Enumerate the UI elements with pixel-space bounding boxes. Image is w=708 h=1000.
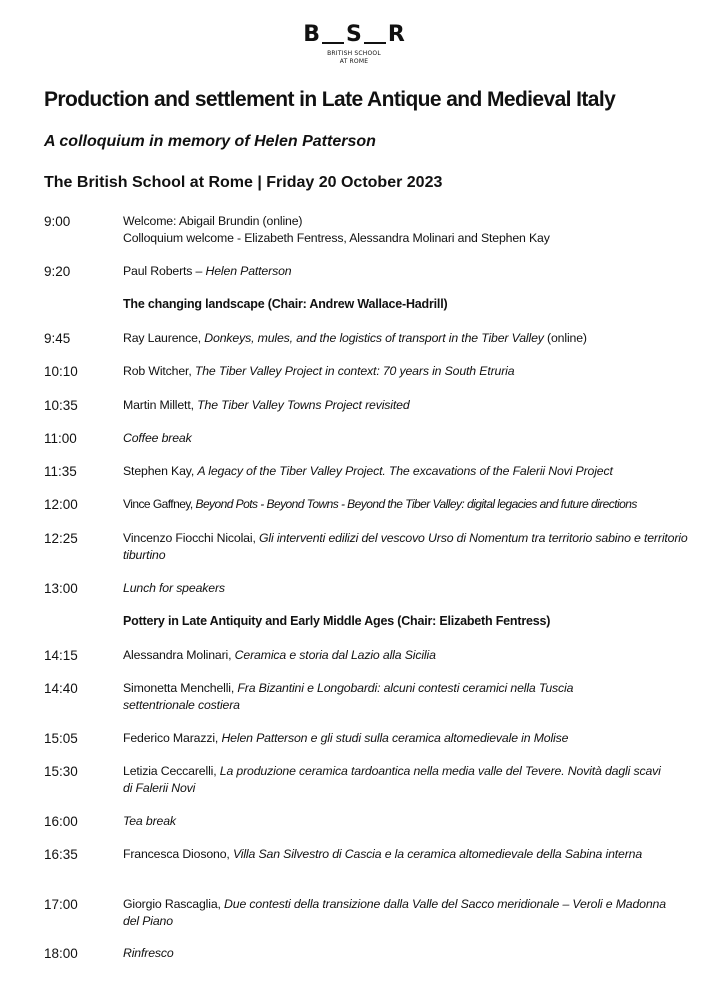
welcome-line: Welcome: Abigail Brundin (online): [123, 214, 303, 228]
talk-title: La produzione ceramica tardoantica nella media valle del Tevere. Novità dagli scavi di Falerii Novi: [123, 764, 661, 795]
item-content: [123, 580, 693, 597]
speaker-name: Rob Witcher,: [123, 364, 195, 378]
page-subtitle: A colloquium in memory of Helen Patterson: [44, 133, 376, 150]
logo-mark: [303, 24, 405, 46]
item-content: [123, 213, 693, 247]
logo-bar: [364, 42, 386, 44]
speaker-name: Stephen Kay,: [123, 464, 198, 478]
item-time: 13:00: [44, 581, 78, 596]
item-content: [123, 397, 693, 414]
item-time: 9:45: [44, 331, 71, 346]
talk-title: Villa San Silvestro di Cascia e la ceramica altomedievale della Sabina interna: [232, 847, 643, 861]
item-content: [123, 730, 693, 747]
item-content: [123, 680, 623, 714]
item-content: [123, 846, 663, 863]
item-time: 9:20: [44, 264, 71, 279]
talk-title: Due contesti della transizione dalla Valle del Sacco meridionale – Veroli e Madonna del Piano: [123, 897, 666, 928]
speaker-name: Giorgio Rascaglia,: [123, 897, 225, 911]
speaker-name: Martin Millett,: [123, 398, 198, 412]
item-time: 14:15: [44, 648, 78, 663]
item-time: 16:00: [44, 814, 78, 829]
item-time: 10:35: [44, 398, 78, 413]
item-time: 11:00: [44, 431, 77, 446]
talk-title: Donkeys, mules, and the logistics of transport in the Tiber Valley: [204, 331, 544, 345]
logo-letter-r: R: [387, 22, 405, 47]
venue-date: The British School at Rome | Friday 20 October 2023: [44, 174, 443, 191]
item-time: 16:35: [44, 847, 78, 862]
speaker-name: Letizia Ceccarelli,: [123, 764, 220, 778]
item-time: 10:10: [44, 364, 78, 379]
item-content: [123, 530, 693, 564]
speaker-name: Ray Laurence,: [123, 331, 205, 345]
talk-title: Ceramica e storia dal Lazio alla Sicilia: [234, 648, 436, 662]
item-content: [123, 496, 693, 513]
item-time: 12:25: [44, 531, 78, 546]
talk-title: A legacy of the Tiber Valley Project. The excavations of the Falerii Novi Project: [197, 464, 613, 478]
section-title: The changing landscape (Chair: Andrew Wallace-Hadrill): [123, 297, 448, 311]
page-title: Production and settlement in Late Antique and Medieval Italy: [44, 88, 616, 111]
speaker-name: Vince Gaffney,: [123, 497, 196, 511]
break-title: Rinfresco: [123, 946, 174, 960]
item-content: [123, 330, 693, 347]
logo-subtitle-1: BRITISH SCHOOL: [327, 50, 381, 57]
section-title: Pottery in Late Antiquity and Early Middle Ages (Chair: Elizabeth Fentress): [123, 614, 551, 628]
talk-title: Gli interventi edilizi del vescovo Urso di Nomentum tra territorio sabino e territorio tiburtino: [123, 531, 688, 562]
speaker-name: Simonetta Menchelli,: [123, 681, 238, 695]
speaker-name: Federico Marazzi,: [123, 731, 222, 745]
talk-title: Fra Bizantini e Longobardi: alcuni contesti ceramici nella Tuscia settentrionale costiera: [123, 681, 574, 712]
logo-letter-s: S: [345, 22, 362, 47]
item-time: 12:00: [44, 497, 78, 512]
item-content: [123, 463, 693, 480]
talk-title: The Tiber Valley Towns Project revisited: [197, 398, 410, 412]
item-content: [123, 763, 668, 797]
item-time: 11:35: [44, 464, 77, 479]
logo-bar: [322, 42, 344, 44]
speaker-name: Alessandra Molinari,: [123, 648, 235, 662]
logo-subtitle-2: AT ROME: [339, 58, 369, 65]
item-time: 15:05: [44, 731, 78, 746]
logo-letter-b: B: [303, 22, 320, 47]
talk-title: Beyond Pots - Beyond Towns - Beyond the Tiber Valley: digital legacies and future directions: [195, 497, 637, 511]
break-title: Tea break: [123, 814, 176, 828]
colloquium-welcome-line: Colloquium welcome - Elizabeth Fentress, Alessandra Molinari and Stephen Kay: [123, 231, 550, 245]
item-time: 17:00: [44, 897, 78, 912]
bsr-logo: [0, 24, 708, 66]
item-time: 9:00: [44, 214, 71, 229]
talk-title: Helen Patterson: [205, 264, 292, 278]
item-time: 14:40: [44, 681, 78, 696]
item-content: [123, 363, 693, 380]
online-note: (online): [543, 331, 587, 345]
item-content: [123, 896, 678, 930]
speaker-name: Francesca Diosono,: [123, 847, 233, 861]
speaker-name: Vincenzo Fiocchi Nicolai,: [123, 531, 259, 545]
break-title: Coffee break: [123, 431, 192, 445]
talk-title: Helen Patterson e gli studi sulla ceramica altomedievale in Molise: [221, 731, 569, 745]
item-content: [123, 945, 693, 962]
item-content: [123, 263, 693, 280]
speaker-name: Paul Roberts –: [123, 264, 206, 278]
talk-title: The Tiber Valley Project in context: 70 years in South Etruria: [194, 364, 515, 378]
item-time: 15:30: [44, 764, 78, 779]
item-content: [123, 813, 693, 830]
item-time: 18:00: [44, 946, 78, 961]
item-content: [123, 430, 693, 447]
break-title: Lunch for speakers: [123, 581, 225, 595]
item-content: [123, 647, 693, 664]
